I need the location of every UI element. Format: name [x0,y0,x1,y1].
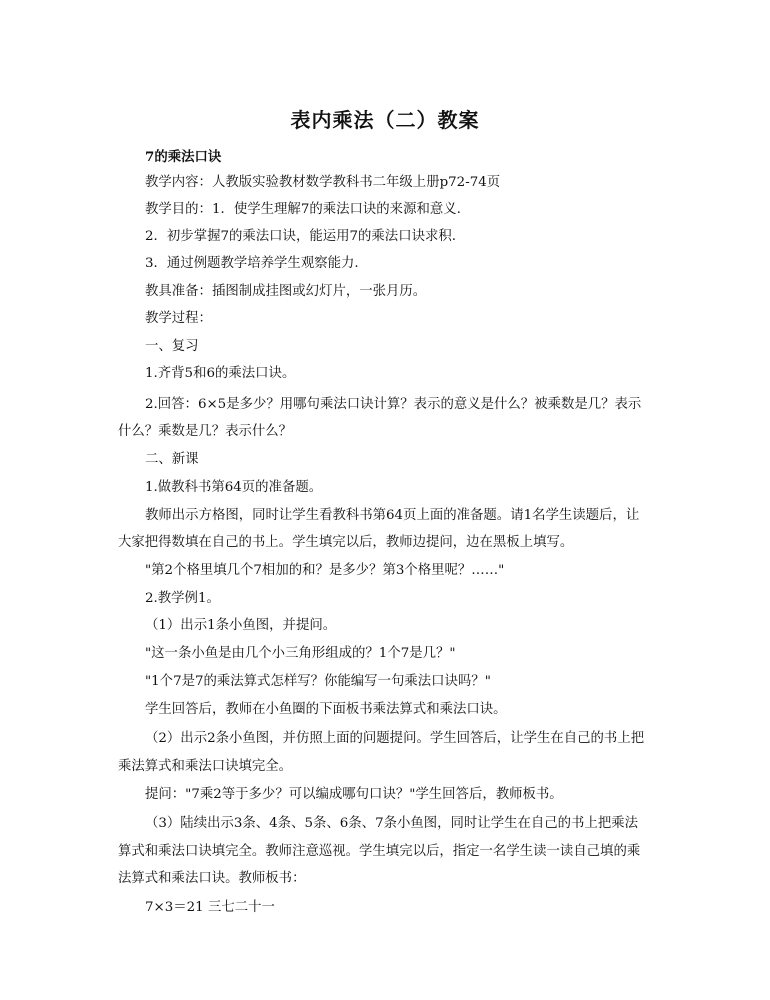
section-heading: 一、复习 [145,339,199,354]
paragraph-line: 教学目的：1．使学生理解7的乘法口诀的来源和意义. [145,202,461,217]
paragraph-line: （1）出示1条小鱼图，并提问。 [145,618,337,633]
paragraph-line: 算式和乘法口诀填完全。教师注意巡视。学生填完以后，指定一名学生读一读自己填的乘 [118,844,641,859]
paragraph-line: 1.齐背5和6的乘法口诀。 [145,366,296,381]
paragraph-line: 2.回答：6×5是多少？用哪句乘法口诀计算？表示的意义是什么？被乘数是几？表示 [145,397,642,412]
paragraph-line: （2）出示2条小鱼图，并仿照上面的问题提问。学生回答后，让学生在自己的书上把 [145,731,645,746]
paragraph-line: （3）陆续出示3条、4条、5条、6条、7条小鱼图，同时让学生在自己的书上把乘法 [145,816,639,831]
paragraph-line: 教具准备：插图制成挂图或幻灯片，一张月历。 [145,284,427,299]
paragraph-line: 3．通过例题教学培养学生观察能力. [145,256,359,271]
paragraph-line: 教学内容：人教版实验教材数学教科书二年级上册p72-74页 [145,175,501,190]
paragraph-line: 2.教学例1。 [145,591,220,606]
paragraph-line: 乘法算式和乘法口诀填完全。 [118,759,293,774]
document-title: 表内乘法（二）教案 [290,108,480,132]
paragraph-line: "这一条小鱼是由几个小三角形组成的？1个7是几？" [145,646,456,661]
paragraph-line: 学生回答后，教师在小鱼圈的下面板书乘法算式和乘法口诀。 [145,702,507,717]
paragraph-line: 提问："7乘2等于多少？可以编成哪句口诀？"学生回答后，教师板书。 [145,787,563,802]
paragraph-line: 1.做教科书第64页的准备题。 [145,480,323,495]
paragraph-line: 大家把得数填在自己的书上。学生填完以后，教师边提问，边在黑板上填写。 [118,535,574,550]
section-heading: 二、新课 [145,452,199,467]
paragraph-line: "1个7是7的乘法算式怎样写？你能编写一句乘法口诀吗？" [145,674,491,689]
paragraph-line: 法算式和乘法口诀。教师板书： [118,871,306,886]
paragraph-line: 7×3＝21 三七二十一 [145,900,275,915]
paragraph-line: 什么？乘数是几？表示什么？ [118,424,293,439]
paragraph-line: 教学过程： [145,311,212,326]
section-subtitle: 7的乘法口诀 [145,149,222,165]
paragraph-line: 2．初步掌握7的乘法口诀，能运用7的乘法口诀求积. [145,229,457,244]
paragraph-line: 教师出示方格图，同时让学生看教科书第64页上面的准备题。请1名学生读题后，让 [145,508,640,523]
paragraph-line: "第2个格里填几个7相加的和？是多少？第3个格里呢？……" [145,563,505,578]
